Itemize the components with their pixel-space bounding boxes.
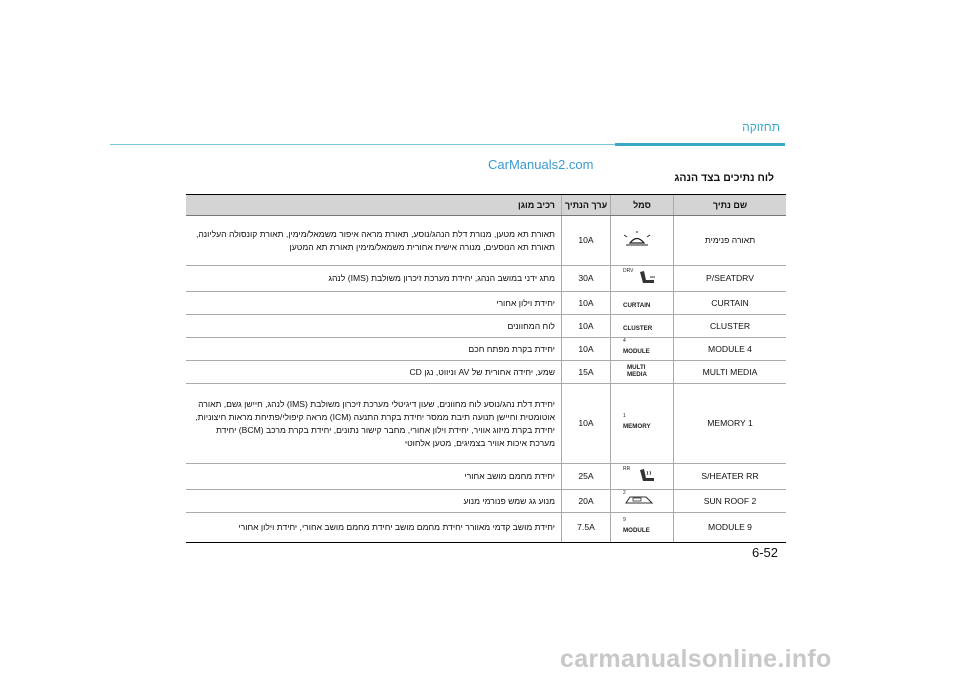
row-name: תאורה פנימית: [674, 216, 787, 266]
table-row: [186, 216, 786, 266]
row-name: SUN ROOF 2: [674, 490, 787, 513]
row-name: MEMORY 1: [674, 384, 787, 464]
row-name: MODULE 9: [674, 513, 787, 543]
row-rating: 10A: [562, 292, 611, 315]
symbol-label: MEMORY: [623, 422, 651, 430]
symbol-label: CLUSTER: [623, 325, 653, 332]
row-circuit: מנוע גג שמש פנורמי מנוע: [186, 490, 562, 513]
symbol-label: RR: [623, 465, 631, 472]
row-circuit: יחידת דלת נהג/נוסע לוח מחוונים, שעון דיגיטלי מערכת זיכרון משולבת (IMS) לנהג, חיישן גשם, תאורה אוטומטית וחיישן תנועה תיבת ממסר יחידת בקרת התנעה (ICM) מראה קיפולי/פתיחת מראות חיצוניות, יחידת בקרת מיזוג אוויר, יחידת וילון אחורי, מחבר קישור נתונים, יחידת בקרת מרכב (BCM) יחידת מערכת איכות אוויר בצמיגים, מטען אלחוטי: [186, 384, 562, 464]
row-name: CLUSTER: [674, 315, 787, 338]
symbol-number: 1: [623, 412, 626, 419]
row-name: MODULE 4: [674, 338, 787, 361]
watermark-link[interactable]: CarManuals2.com: [488, 157, 594, 172]
fuse-table: [186, 194, 786, 543]
cluster-symbol: [622, 315, 662, 333]
interior-lamp-icon: [622, 231, 662, 249]
table-header-row: [186, 195, 786, 216]
row-circuit: תאורת תא מטען, מנורת דלת הנהג/נוסע, תאורת מראה איפור משמאל/מימין, תאורת קונסולה העליונה, תאורת תא הנוסעים, מנורה אישית אחורית משמאל/מימין תאורת תא המטען: [186, 216, 562, 266]
footer-watermark[interactable]: carmanualsonline.info: [560, 645, 832, 673]
row-rating: 10A: [562, 338, 611, 361]
table-row: [186, 490, 786, 513]
header-rule-accent: [615, 143, 785, 146]
memory-1-symbol: [622, 413, 662, 431]
row-name: MULTI MEDIA: [674, 361, 787, 384]
row-rating: 15A: [562, 361, 611, 384]
row-circuit: יחידת מושב קדמי מאוורר יחידת מחמם מושב יחידת מחמם מושב אחורי, יחידת וילון אחורי: [186, 513, 562, 543]
table-row: [186, 361, 786, 384]
row-circuit: לוח המחוונים: [186, 315, 562, 338]
row-rating: 30A: [562, 266, 611, 292]
symbol-label: MULTI MEDIA: [627, 364, 647, 378]
row-rating: 25A: [562, 464, 611, 490]
module-9-symbol: [622, 517, 662, 535]
row-rating: 10A: [562, 384, 611, 464]
symbol-label: MODULE: [623, 348, 650, 355]
row-circuit: יחידת בקרת מפתח חכם: [186, 338, 562, 361]
heated-seat-icon: [622, 466, 662, 484]
row-rating: 20A: [562, 490, 611, 513]
section-title: תחזוקה: [742, 120, 780, 134]
symbol-label: MODULE: [623, 526, 650, 534]
table-row: [186, 384, 786, 464]
table-row: [186, 464, 786, 490]
row-name: S/HEATER RR: [674, 464, 787, 490]
table-row: [186, 513, 786, 543]
multimedia-symbol: [626, 361, 658, 379]
page-number: 6-52: [752, 545, 779, 560]
table-row: [186, 338, 786, 361]
table-row: [186, 292, 786, 315]
row-circuit: יחידת מחמם מושב אחורי: [186, 464, 562, 490]
row-rating: 10A: [562, 216, 611, 266]
row-name: P/SEATDRV: [674, 266, 787, 292]
row-circuit: שמע, יחידה אחורית של AV וניווט, נגן CD: [186, 361, 562, 384]
symbol-number: 4: [623, 338, 626, 344]
header-circuit: רכיב מוגן: [186, 195, 562, 216]
symbol-number: 9: [623, 516, 626, 523]
row-circuit: יחידת וילון אחורי: [186, 292, 562, 315]
row-rating: 10A: [562, 315, 611, 338]
row-rating: 7.5A: [562, 513, 611, 543]
row-circuit: מתג ידני במושב הנהג, יחידת מערכת זיכרון משולבת (IMS) לנהג: [186, 266, 562, 292]
table-row: [186, 266, 786, 292]
sunroof-icon: [622, 490, 662, 508]
header-rating: ערך הנתיך: [562, 195, 611, 216]
symbol-label: CURTAIN: [623, 302, 651, 309]
table-title: לוח נתיכים בצד הנהג: [674, 172, 774, 184]
curtain-symbol: [622, 292, 662, 310]
symbol-number: 2: [623, 490, 626, 496]
symbol-label: DRV: [623, 267, 634, 274]
row-name: CURTAIN: [674, 292, 787, 315]
driver-seat-icon: [622, 268, 662, 286]
header-symbol: סמל: [611, 195, 674, 216]
module-4-symbol: [622, 338, 662, 356]
table-row: [186, 315, 786, 338]
header-name: שם נתיך: [674, 195, 787, 216]
